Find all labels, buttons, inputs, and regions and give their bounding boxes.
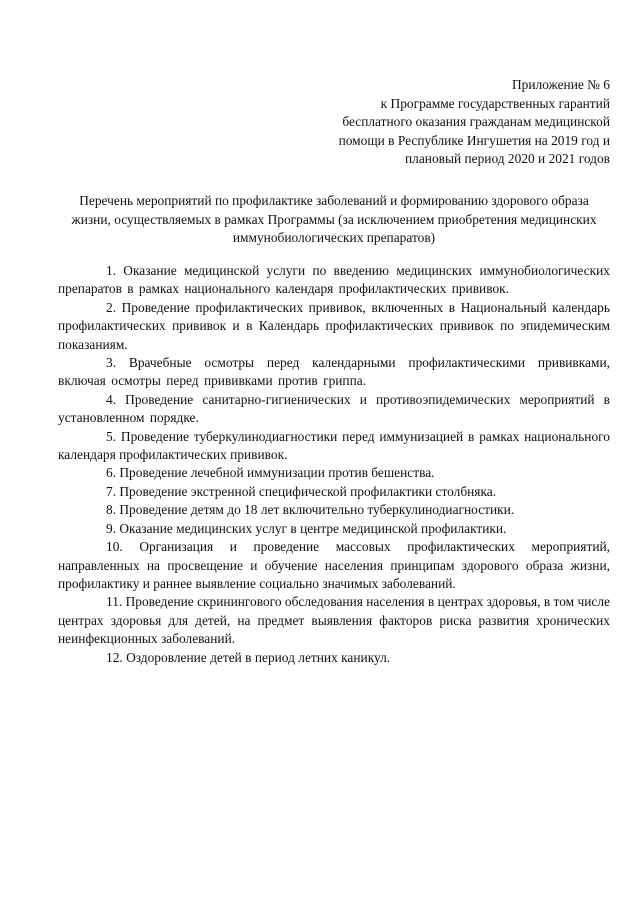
appendix-line: плановый период 2020 и 2021 годов (405, 151, 610, 167)
list-item: 5. Проведение туберкулинодиагностики перед иммунизацией в рамках национального календаря профилактических прививок. (58, 428, 610, 463)
list-item: 9. Оказание медицинских услуг в центре медицинской профилактики. (106, 520, 507, 536)
appendix-header (339, 76, 610, 169)
list-item: 12. Оздоровление детей в период летних каникул. (106, 649, 391, 665)
appendix-line: Приложение № 6 (511, 77, 610, 92)
appendix-line: бесплатного оказания гражданам медицинской (342, 114, 610, 130)
list-item: 11. Проведение скринингового обследования населения в центрах здоровья, в том числе центрах здоровья для детей, на предмет выявления факторов риска развития хронических неинфекционных заболеваний. (58, 594, 610, 647)
list-item: 7. Проведение экстренной специфической профилактики столбняка. (106, 483, 497, 499)
list-item: 6. Проведение лечебной иммунизации против бешенства. (106, 465, 435, 481)
list-item: 2. Проведение профилактических прививок, включенных в Национальный календарь профилактических прививок и в Календарь профилактических прививок по эпидемическим показаниям. (58, 299, 610, 352)
list-item: 8. Проведение детям до 18 лет включительно туберкулинодиагностики. (106, 502, 515, 518)
appendix-line: помощи в Республике Ингушетия на 2019 год и (338, 132, 610, 148)
list-item: 3. Врачебные осмотры перед календарными профилактическими прививками, включая осмотры перед прививками против гриппа. (58, 355, 610, 389)
list-item: 1. Оказание медицинской услуги по введению медицинских иммунобиологических препаратов в рамках национального календаря профилактических прививок. (58, 263, 610, 297)
measures-list (58, 262, 610, 667)
document-title: Перечень мероприятий по профилактике заболеваний и формированию здорового образа жизни, осуществляемых в рамках Программы (за исключением приобретения медицинских иммунобиологических препаратов) (71, 193, 597, 246)
list-item: 10. Организация и проведение массовых профилактических мероприятий, направленных на просвещение и обучение населения принципам здорового образа жизни, профилактику и раннее выявление социально значимых заболеваний. (58, 539, 610, 591)
list-item: 4. Проведение санитарно-гигиенических и противоэпидемических мероприятий в установленном порядке. (58, 391, 610, 426)
appendix-line: к Программе государственных гарантий (380, 95, 610, 111)
